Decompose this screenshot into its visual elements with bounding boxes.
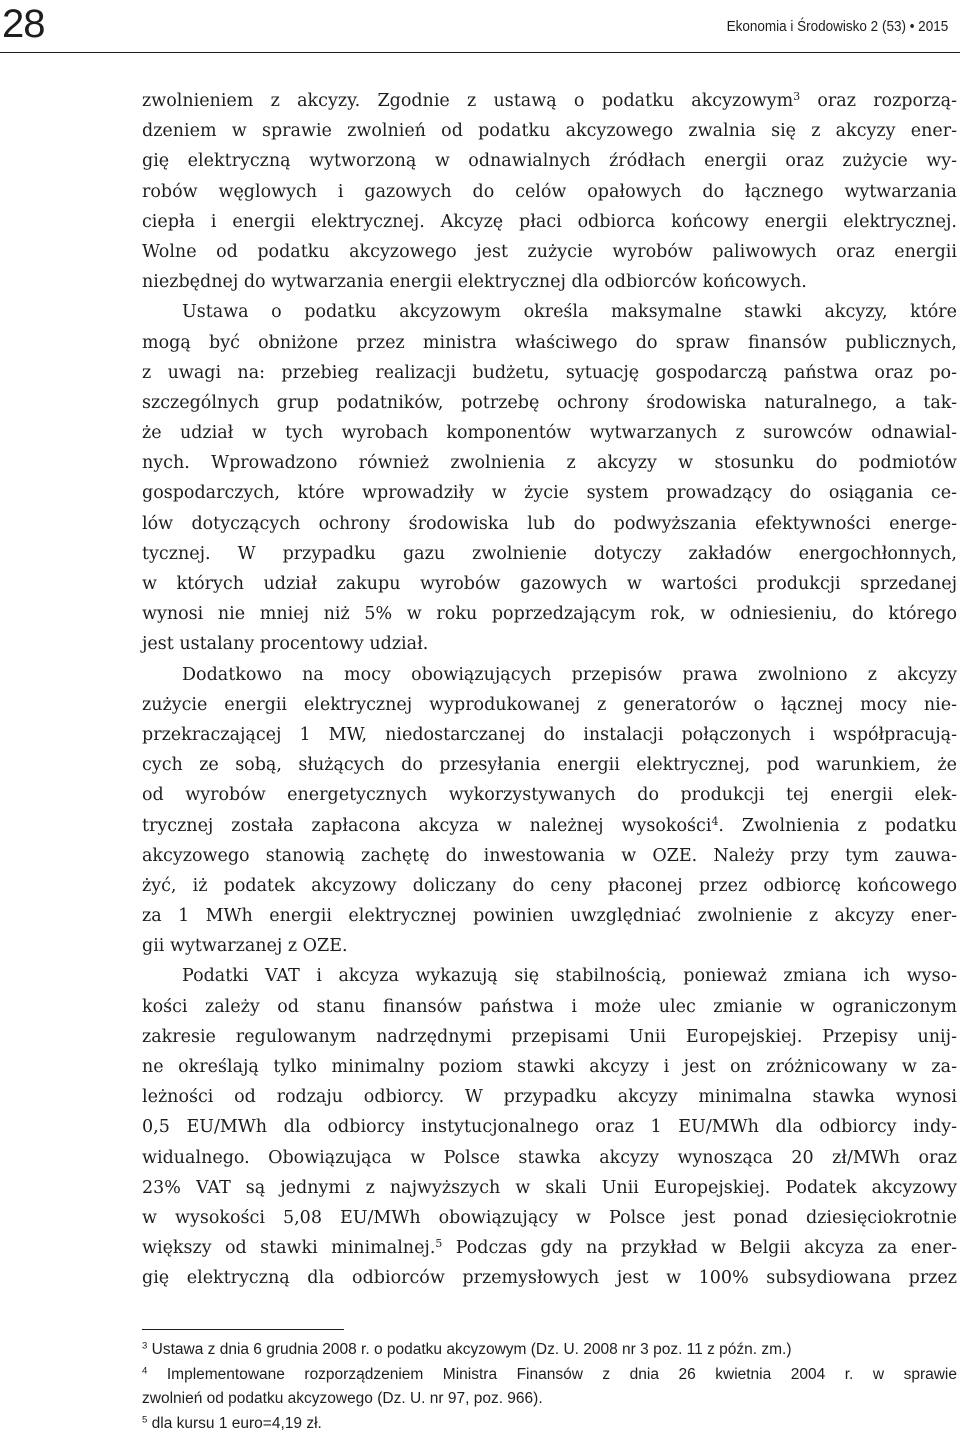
text-line: cych ze sobą, służących do przesyłania energii elektrycznej, pod warunkiem, że: [142, 750, 957, 780]
text-line: mogą być obniżone przez ministra właściwego do spraw finansów publicznych,: [142, 328, 957, 358]
text-line: kości zależy od stanu finansów państwa i może ulec zmianie w ograniczonym: [142, 992, 957, 1022]
text-line: że udział w tych wyrobach komponentów wytwarzanych z surowców odnawial-: [142, 418, 957, 448]
text-line: w wysokości 5,08 EU/MWh obowiązujący w Polsce jest ponad dziesięciokrotnie: [142, 1203, 957, 1233]
footnote-ref-3[interactable]: 3: [793, 90, 800, 103]
text-line: zużycie energii elektrycznej wyprodukowanej z generatorów o łącznej mocy nie-: [142, 690, 957, 720]
footnote-4-continued: zwolnień od podatku akcyzowego (Dz. U. nr 97, poz. 966).: [142, 1387, 957, 1412]
text-line: ne określają tylko minimalny poziom stawki akcyzy i jest on zróżnicowany w za-: [142, 1052, 957, 1082]
page-number: 28: [2, 2, 45, 46]
text-line: w których udział zakupu wyrobów gazowych w wartości produkcji sprzedanej: [142, 569, 957, 599]
text-line: dzeniem w sprawie zwolnień od podatku akcyzowego zwalnia się z akcyzy ener-: [142, 116, 957, 146]
running-head: Ekonomia i Środowisko 2 (53) • 2015: [726, 16, 948, 38]
footnote-mark: 4: [142, 1365, 147, 1376]
text-line: zakresie regulowanym nadrzędnymi przepisami Unii Europejskiej. Przepisy unij-: [142, 1022, 957, 1052]
text-line: żyć, iż podatek akcyzowy doliczany do ceny płaconej przez odbiorcę końcowego: [142, 871, 957, 901]
text-line: szczególnych grup podatników, potrzebę ochrony środowiska naturalnego, a tak-: [142, 388, 957, 418]
text-line: Wolne od podatku akcyzowego jest zużycie wyrobów paliwowych oraz energii: [142, 237, 957, 267]
text-line: Podatki VAT i akcyza wykazują się stabilnością, ponieważ zmiana ich wyso-: [142, 961, 957, 991]
text-line: wynosi nie mniej niż 5% w roku poprzedzającym rok, w odniesieniu, do którego: [142, 599, 957, 629]
text-line: lów dotyczących ochrony środowiska lub do podwyższania efektywności energe-: [142, 509, 957, 539]
text-line: tycznej. W przypadku gazu zwolnienie dotyczy zakładów energochłonnych,: [142, 539, 957, 569]
text-line: większy od stawki minimalnej.$^5$ Podczas gdy na przykład w Belgii akcyza za ener-: [142, 1233, 957, 1263]
text-line: akcyzowego stanowią zachętę do inwestowania w OZE. Należy przy tym zauwa-: [142, 841, 957, 871]
text-line: trycznej została zapłacona akcyza w należnej wysokości$^4$. Zwolnienia z podatku: [142, 811, 957, 841]
text-line: Ustawa o podatku akcyzowym określa maksymalne stawki akcyzy, które: [142, 297, 957, 327]
footnote-divider: [142, 1329, 344, 1330]
text-line: gii wytwarzanej z OZE.: [142, 931, 957, 961]
text-line: zwolnieniem z akcyzy. Zgodnie z ustawą o podatku akcyzowym$^3$ oraz rozporzą-: [142, 86, 957, 116]
text-line: Dodatkowo na mocy obowiązujących przepisów prawa zwolniono z akcyzy: [142, 660, 957, 690]
text-line: z uwagi na: przebieg realizacji budżetu, sytuację gospodarczą państwa oraz po-: [142, 358, 957, 388]
text-line: gię elektryczną wytworzoną w odnawialnych źródłach energii oraz zużycie wy-: [142, 146, 957, 176]
footnote-ref-5[interactable]: 5: [435, 1237, 442, 1250]
text-line: ciepła i energii elektrycznej. Akcyzę płaci odbiorca końcowy energii elektrycznej.: [142, 207, 957, 237]
text-line: robów węglowych i gazowych do celów opałowych do łącznego wytwarzania: [142, 177, 957, 207]
footnotes: [142, 1338, 957, 1436]
footnote-4: $^4$ Implementowane rozporządzeniem Ministra Finansów z dnia 26 kwietnia 2004 r. w sprawie: [142, 1363, 957, 1388]
text-line: 0,5 EU/MWh dla odbiorcy instytucjonalnego oraz 1 EU/MWh dla odbiorcy indy-: [142, 1112, 957, 1142]
text-line: od wyrobów energetycznych wykorzystywanych do produkcji tej energii elek-: [142, 780, 957, 810]
footnote-mark: 3: [142, 1341, 147, 1352]
text-line: gospodarczych, które wprowadziły w życie system prowadzący do osiągania ce-: [142, 478, 957, 508]
text-line: 23% VAT są jednymi z najwyższych w skali Unii Europejskiej. Podatek akcyzowy: [142, 1173, 957, 1203]
body-text: [142, 86, 957, 1294]
footnote-3: $^3$ Ustawa z dnia 6 grudnia 2008 r. o podatku akcyzowym (Dz. U. 2008 nr 3 poz. 11 z późn. zm.): [142, 1338, 957, 1363]
footnote-ref-4[interactable]: 4: [711, 815, 718, 828]
text-line: gię elektryczną dla odbiorców przemysłowych jest w 100% subsydiowana przez: [142, 1263, 957, 1293]
footnote-5: $^5$ dla kursu 1 euro=4,19 zł.: [142, 1412, 957, 1436]
text-line: leżności od rodzaju odbiorcy. W przypadku akcyzy minimalna stawka wynosi: [142, 1082, 957, 1112]
text-line: nych. Wprowadzono również zwolnienia z akcyzy w stosunku do podmiotów: [142, 448, 957, 478]
text-line: za 1 MWh energii elektrycznej powinien uwzględniać zwolnienie z akcyzy ener-: [142, 901, 957, 931]
text-line: widualnego. Obowiązująca w Polsce stawka akcyzy wynosząca 20 zł/MWh oraz: [142, 1143, 957, 1173]
header-rule: [0, 52, 960, 53]
text-line: jest ustalany procentowy udział.: [142, 629, 957, 659]
text-line: przekraczającej 1 MW, niedostarczanej do instalacji połączonych i współpracują-: [142, 720, 957, 750]
text-line: niezbędnej do wytwarzania energii elektrycznej dla odbiorców końcowych.: [142, 267, 957, 297]
footnote-mark: 5: [142, 1414, 147, 1425]
